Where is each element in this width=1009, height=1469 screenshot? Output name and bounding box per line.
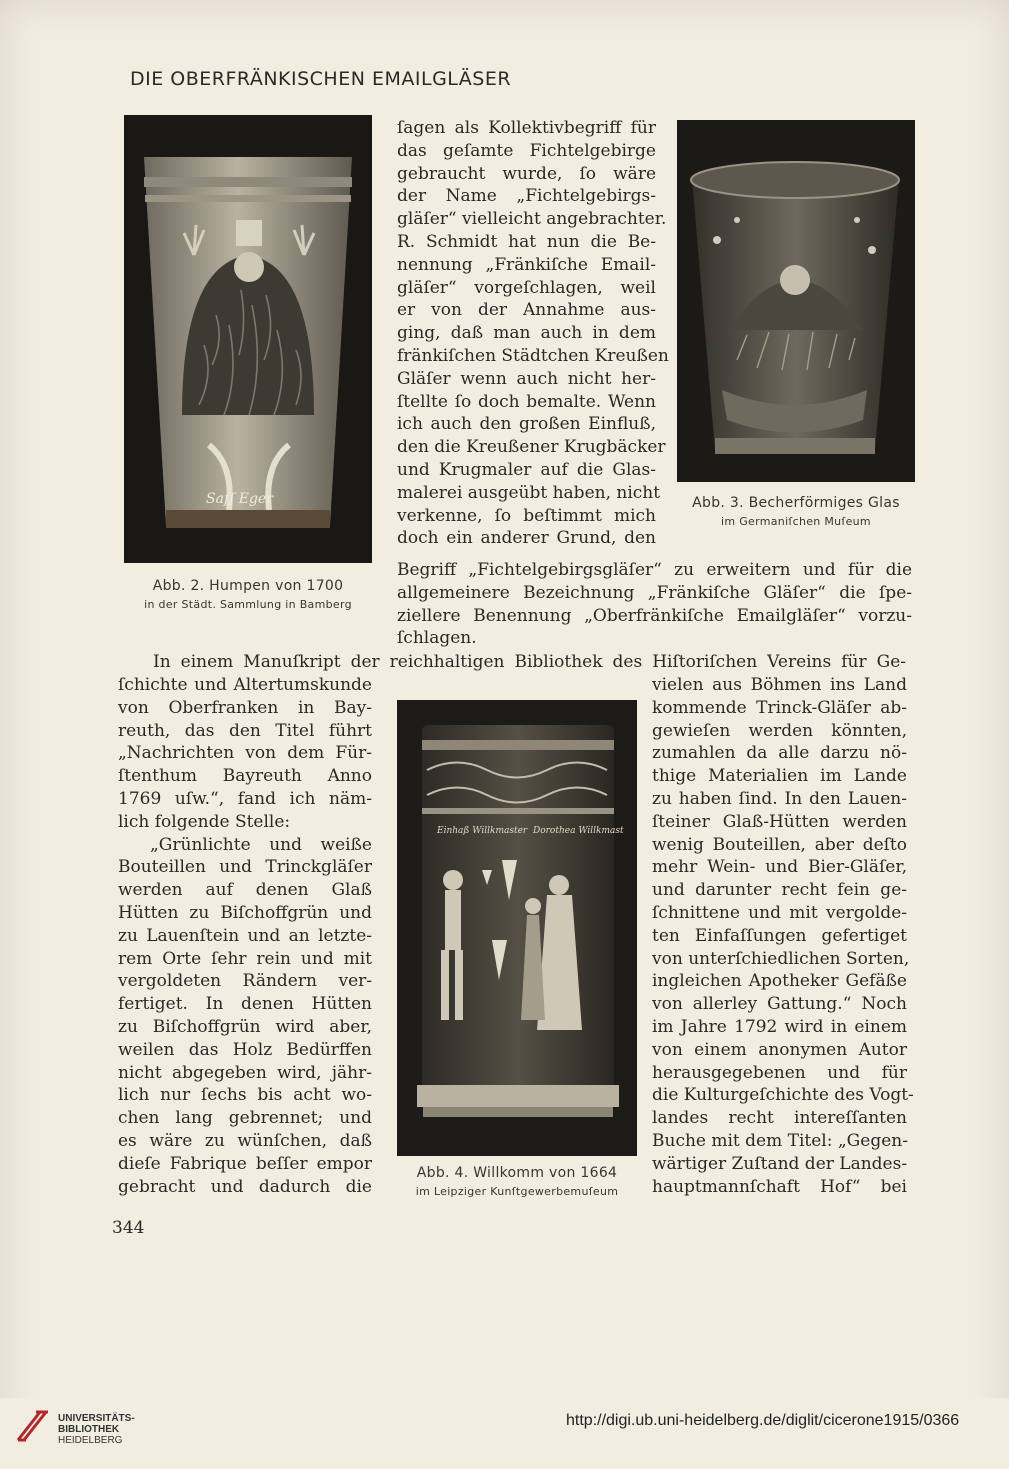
text-column-left xyxy=(118,674,372,1198)
source-url-link[interactable]: http://digi.ub.uni-heidelberg.de/diglit/cicerone1915/0366 xyxy=(566,1412,960,1429)
text-line: ſteiner Glaß-Hütten werden xyxy=(652,811,907,832)
text-line: hauptmannſchaft Hof“ bei xyxy=(652,1176,907,1197)
figure-4-caption: Abb. 4. Willkomm von 1664 xyxy=(416,1165,618,1181)
figure-2-image xyxy=(124,115,372,563)
text-line: von Oberfranken in Bay- xyxy=(118,697,372,718)
text-line: der Name „Fichtelgebirgs- xyxy=(397,186,656,207)
text-line: ſchlagen. xyxy=(397,628,477,649)
text-line: ten Einfaſſungen gefertiget xyxy=(652,925,907,946)
text-line: 1769 uſw.“, fand ich näm- xyxy=(118,788,372,809)
figure-4-caption-block xyxy=(378,1165,656,1198)
library-name-line: UNIVERSITÄTS- xyxy=(58,1413,135,1424)
library-name-line: BIBLIOTHEK xyxy=(58,1424,120,1435)
text-line: gläſer“ vielleicht angebrachter. xyxy=(397,209,667,230)
text-line: verkenne, ſo beſtimmt mich xyxy=(397,505,656,526)
text-line: vielen aus Böhmen ins Land xyxy=(652,675,907,695)
text-line: allgemeinere Bezeichnung „Fränkiſche Gläſer“ die ſpe- xyxy=(397,582,912,603)
text-line: dieſe Fabrique beſſer empor xyxy=(118,1153,372,1174)
text-line: R. Schmidt hat nun die Be- xyxy=(397,231,656,252)
library-name xyxy=(58,1413,135,1446)
text-line: ging, daß man auch in dem xyxy=(397,323,656,344)
text-line: landes recht intereſſanten xyxy=(652,1108,907,1129)
text-line: ich auch den großen Einfluß, xyxy=(397,414,656,435)
text-line: ſtenthum Bayreuth Anno xyxy=(118,766,372,787)
text-line: die Kulturgeſchichte des Vogt- xyxy=(652,1085,914,1106)
text-column-top xyxy=(397,117,669,550)
text-line: gewieſen werden könnten, xyxy=(652,720,907,741)
humpen-base-inscription: Saſſ Eger xyxy=(206,491,273,507)
text-line: gebracht und dadurch die xyxy=(118,1176,372,1197)
text-line: er von der Annahme aus- xyxy=(397,300,656,321)
text-line: nennung „Fränkiſche Email- xyxy=(397,254,656,275)
text-line: reuth, das den Titel führt xyxy=(118,720,372,741)
text-line: im Jahre 1792 wird in einem xyxy=(652,1016,907,1037)
text-line: nicht abgegeben wird, jähr- xyxy=(118,1062,372,1083)
text-line: Begriff „Fichtelgebirgsgläſer“ zu erweitern und für die xyxy=(397,560,912,580)
text-line: Bouteillen und Trinckgläſer xyxy=(118,857,372,878)
figure-3-subcaption: im Germaniſchen Muſeum xyxy=(721,515,871,528)
text-line: malerei ausgeübt haben, nicht xyxy=(397,482,661,503)
text-line: „Nachrichten von dem Für- xyxy=(118,743,372,764)
text-full-line xyxy=(153,651,906,674)
willkomm-right-inscription: Dorothea Willkmast xyxy=(533,826,624,836)
humpen-glass-illustration xyxy=(124,115,372,563)
text-line: mehr Wein- und Bier-Gläſer, xyxy=(652,857,907,878)
text-line: ingleichen Apotheker Gefäße xyxy=(652,971,907,992)
text-line: und darunter recht fein ge- xyxy=(652,880,907,901)
text-line: fertiget. In denen Hütten xyxy=(118,994,372,1015)
text-line: von unterſchiedlichen Sorten, xyxy=(652,948,910,969)
text-line: Buche mit dem Titel: „Gegen- xyxy=(652,1130,908,1151)
text-line: es wäre zu wünſchen, daß xyxy=(118,1130,372,1151)
figure-3-image xyxy=(677,120,915,482)
text-line: ſchichte und Altertumskunde xyxy=(118,675,372,695)
figure-2-caption-block xyxy=(110,578,386,611)
running-header: DIE OBERFRÄNKISCHEN EMAILGLÄSER xyxy=(130,68,512,90)
text-column-right xyxy=(652,674,914,1198)
text-line: fränkiſchen Städtchen Kreußen xyxy=(397,345,669,366)
willkomm-left-inscription: Einhaß Willkmaster xyxy=(437,826,528,836)
figure-2-subcaption: in der Städt. Sammlung in Bamberg xyxy=(144,598,352,611)
text-line: lich nur ſechs bis acht wo- xyxy=(118,1085,372,1106)
text-line: vergoldeten Rändern ver- xyxy=(118,971,372,992)
text-line: weilen das Holz Bedürffen xyxy=(118,1039,372,1060)
text-line: ziellere Benennung „Oberfränkiſche Emailgläſer“ vorzu- xyxy=(397,605,912,626)
text-line: thige Materialien im Lande xyxy=(652,766,907,787)
text-line: zu haben ſind. In den Lauen- xyxy=(652,788,907,809)
text-line: zu Lauenſtein und an letzte- xyxy=(118,925,372,946)
text-line: zu Biſchoffgrün wird aber, xyxy=(118,1016,372,1037)
text-line: „Grünlichte und weiße xyxy=(150,834,372,855)
text-line: ſtellte ſo doch bemalte. Wenn xyxy=(397,391,656,412)
text-line: wärtiger Zuſtand der Landes- xyxy=(652,1153,908,1174)
library-name-line: HEIDELBERG xyxy=(58,1435,123,1446)
text-line: von einem anonymen Autor xyxy=(652,1039,907,1060)
text-line: zumahlen da alle darzu nö- xyxy=(652,743,907,764)
text-line: chen lang gebrennet; und xyxy=(118,1108,372,1129)
text-line: das geſamte Fichtelgebirge xyxy=(397,140,656,161)
text-line: und Krugmaler auf die Glas- xyxy=(397,459,656,480)
footer xyxy=(0,1398,1009,1469)
figure-4-image xyxy=(397,700,637,1156)
text-line: herausgegebenen und für xyxy=(652,1062,907,1083)
text-line: rem Orte ſehr rein und mit xyxy=(118,948,372,969)
becher-glass-illustration xyxy=(677,120,915,482)
page-number: 344 xyxy=(112,1218,145,1238)
library-logo-icon xyxy=(12,1406,52,1446)
text-line: ſagen als Kollektivbegriff für xyxy=(397,118,656,138)
text-line: von allerley Gattung.“ Noch xyxy=(652,994,907,1015)
willkomm-glass-illustration xyxy=(397,700,637,1156)
text-line: kommende Trinck-Gläſer ab- xyxy=(652,697,907,718)
figure-3-caption: Abb. 3. Becherförmiges Glas xyxy=(692,495,900,511)
figure-3-caption-block xyxy=(668,495,924,528)
text-line: Hütten zu Biſchoffgrün und xyxy=(118,902,372,923)
text-line: wenig Bouteillen, aber deſto xyxy=(652,834,907,855)
text-column-wide xyxy=(397,559,912,650)
figure-4-subcaption: im Leipziger Kunſtgewerbemuſeum xyxy=(415,1185,619,1198)
text-line: Gläſer wenn auch nicht her- xyxy=(397,368,656,389)
figure-2-caption: Abb. 2. Humpen von 1700 xyxy=(152,578,344,594)
text-line: werden auf denen Glaß xyxy=(118,880,372,901)
text-line: gebraucht wurde, ſo wäre xyxy=(397,163,656,184)
text-line: den die Kreußener Krugbäcker xyxy=(397,437,666,458)
text-line: ſchnittene und mit vergolde- xyxy=(652,902,907,923)
text-line: gläſer“ vorgeſchlagen, weil xyxy=(397,277,656,298)
text-line: lich folgende Stelle: xyxy=(118,811,291,832)
text-line: doch ein anderer Grund, den xyxy=(397,528,656,549)
text-line: In einem Manuſkript der reichhaltigen Bibliothek des Hiſtoriſchen Vereins für Ge- xyxy=(153,652,906,672)
